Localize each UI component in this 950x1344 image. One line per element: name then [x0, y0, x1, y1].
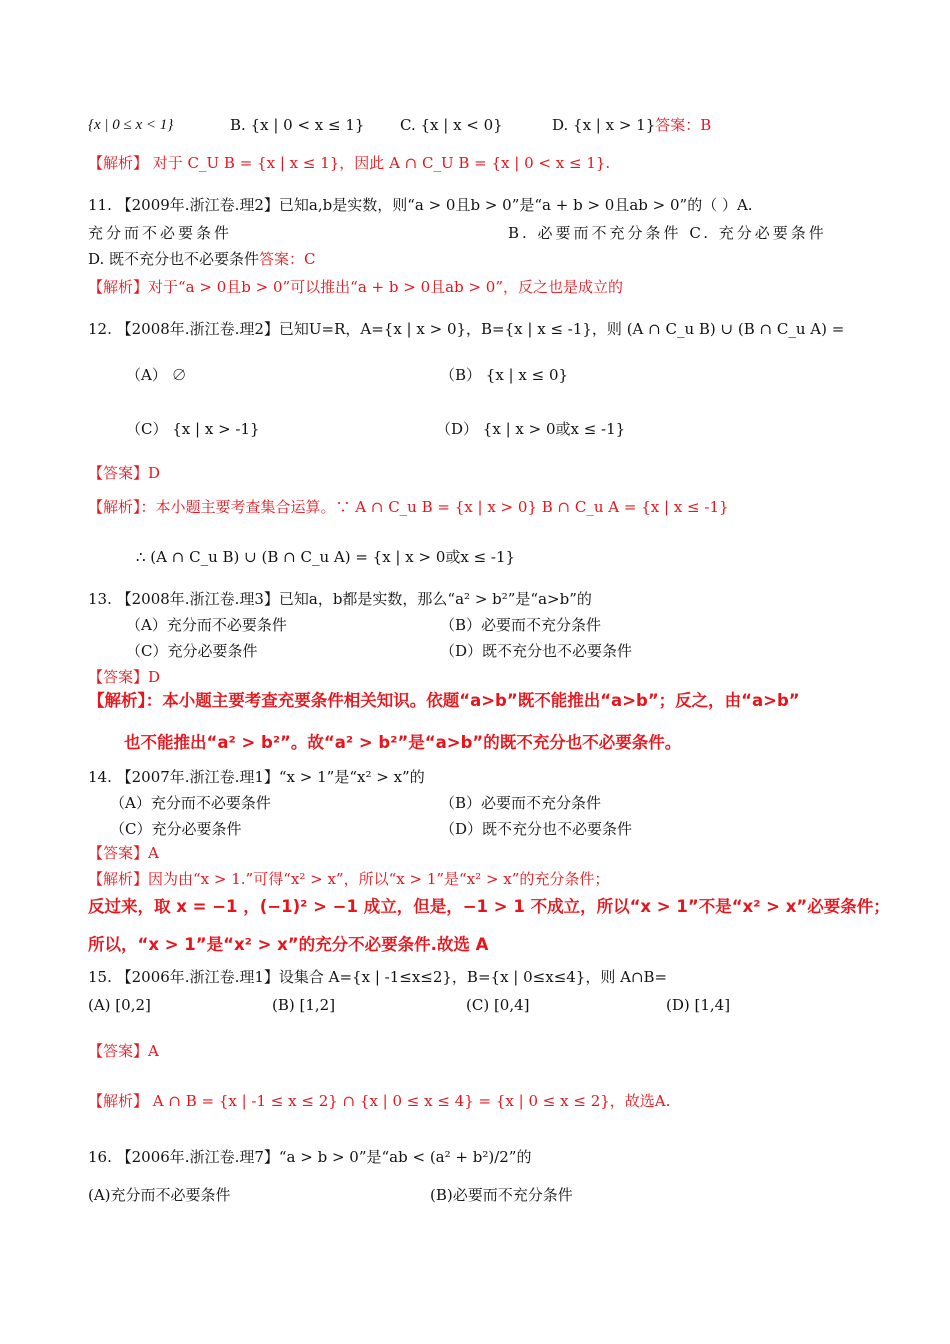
analysis-line: 【解析】对于“a > 0且b > 0”可以推出“a + b > 0且ab > 0”，反之也是成立的: [88, 278, 624, 296]
analysis-line: 也不能推出“a² > b²”。故“a² > b²”是“a>b”的既不充分也不必要条件。: [124, 733, 682, 752]
option-a-text: (A)充分而不必要条件: [88, 1186, 231, 1204]
option-b-text: （B）必要而不充分条件: [440, 794, 602, 812]
analysis-line: 【解析】：本小题主要考查充要条件相关知识。依题“a>b”既不能推出“a>b”；反之，由“a>b”: [88, 691, 800, 710]
analysis-line: 所以，“x > 1”是“x² > x”的充分不必要条件.故选 A: [88, 935, 489, 954]
question-12: 12. 【2008年.浙江卷.理2】已知U=R，A={x | x > 0}，B={x | x ≤ -1}，则 (A ∩ C_u B) ∪ (B ∩ C_u A) =: [88, 320, 845, 338]
answer-label: 【答案】A: [88, 1042, 159, 1060]
formula-line: ∴ (A ∩ C_u B) ∪ (B ∩ C_u A) = {x | x > 0或x ≤ -1}: [136, 548, 516, 566]
question-15: 15. 【2006年.浙江卷.理1】设集合 A={x | -1≤x≤2}，B={x | 0≤x≤4}，则 A∩B=: [88, 968, 668, 986]
option-a-text: （A） ∅: [126, 366, 187, 384]
question-13: 13. 【2008年.浙江卷.理3】已知a，b都是实数，那么“a² > b²”是“a>b”的: [88, 590, 592, 608]
analysis-line: 【解析】 对于 C_U B = {x | x ≤ 1}，因此 A ∩ C_U B = {x | 0 < x ≤ 1}.: [88, 154, 611, 172]
option-b-text: (B)必要而不充分条件: [430, 1186, 573, 1204]
analysis-line: 【解析】 A ∩ B = {x | -1 ≤ x ≤ 2} ∩ {x | 0 ≤ x ≤ 4} = {x | 0 ≤ x ≤ 2}: [88, 1092, 610, 1110]
option-d-text: （D）既不充分也不必要条件: [440, 642, 633, 660]
option-d-row: [552, 114, 711, 136]
question-14: 14. 【2007年.浙江卷.理1】“x > 1”是“x² > x”的: [88, 768, 425, 786]
option-b-text: B. {x | 0 < x ≤ 1}: [230, 116, 365, 134]
question-11: 11. 【2009年.浙江卷.理2】已知a,b是实数，则“a > 0且b > 0”是“a + b > 0且ab > 0”的（ ）A.: [88, 196, 753, 214]
option-c-text: （C）充分必要条件: [110, 820, 242, 838]
option-b-text: （B）必要而不充分条件: [440, 616, 602, 634]
option-d-text: D. {x | x > 1}: [552, 116, 656, 134]
analysis-line: 【解析】因为由“x > 1.”可得“x² > x”，所以“x > 1”是“x² > x”的充分条件；: [88, 870, 610, 888]
analysis-line: 反过来，取 x = −1 ，(−1)² > −1 成立，但是，−1 > 1 不成立，所以“x > 1”不是“x² > x”必要条件；: [88, 897, 890, 916]
answer-text: 答案：C: [259, 250, 316, 268]
answer-label: 【答案】D: [88, 464, 161, 482]
option-a-text: （A）充分而不必要条件: [126, 616, 287, 634]
option-b-text: (B) [1,2]: [272, 996, 336, 1014]
option-c-text: C. {x | x < 0}: [400, 116, 503, 134]
question-16: 16. 【2006年.浙江卷.理7】“a > b > 0”是“ab < (a² + b²)/2”的: [88, 1148, 532, 1166]
option-d-text: （D） {x | x > 0或x ≤ -1}: [436, 420, 626, 438]
analysis-tail: ，故选A.: [609, 1092, 671, 1110]
option-line: B. 必要而不充分条件 C. 充分必要条件: [508, 224, 827, 242]
analysis-row: [88, 1090, 670, 1112]
option-a-text: {x | 0 ≤ x < 1}: [88, 117, 174, 133]
option-c-text: （C） {x | x > -1}: [126, 420, 260, 438]
option-c-text: （C）充分必要条件: [126, 642, 258, 660]
option-d-text: D. 既不充分也不必要条件: [88, 250, 260, 268]
analysis-line: 【解析】：本小题主要考查集合运算。∵ A ∩ C_u B = {x | x > 0} B ∩ C_u A = {x | x ≤ -1}: [88, 498, 729, 516]
answer-text: 答案：B: [655, 116, 712, 134]
answer-label: 【答案】D: [88, 668, 161, 686]
option-d-text: （D）既不充分也不必要条件: [440, 820, 633, 838]
option-a-text: (A) [0,2]: [88, 996, 151, 1014]
option-b-text: （B） {x | x ≤ 0}: [440, 366, 569, 384]
option-c-text: (C) [0,4]: [466, 996, 530, 1014]
option-line: 充分而不必要条件: [88, 224, 233, 242]
option-a-text: （A）充分而不必要条件: [110, 794, 271, 812]
answer-label: 【答案】A: [88, 844, 159, 862]
option-d-row: [88, 248, 316, 270]
option-d-text: (D) [1,4]: [666, 996, 731, 1014]
